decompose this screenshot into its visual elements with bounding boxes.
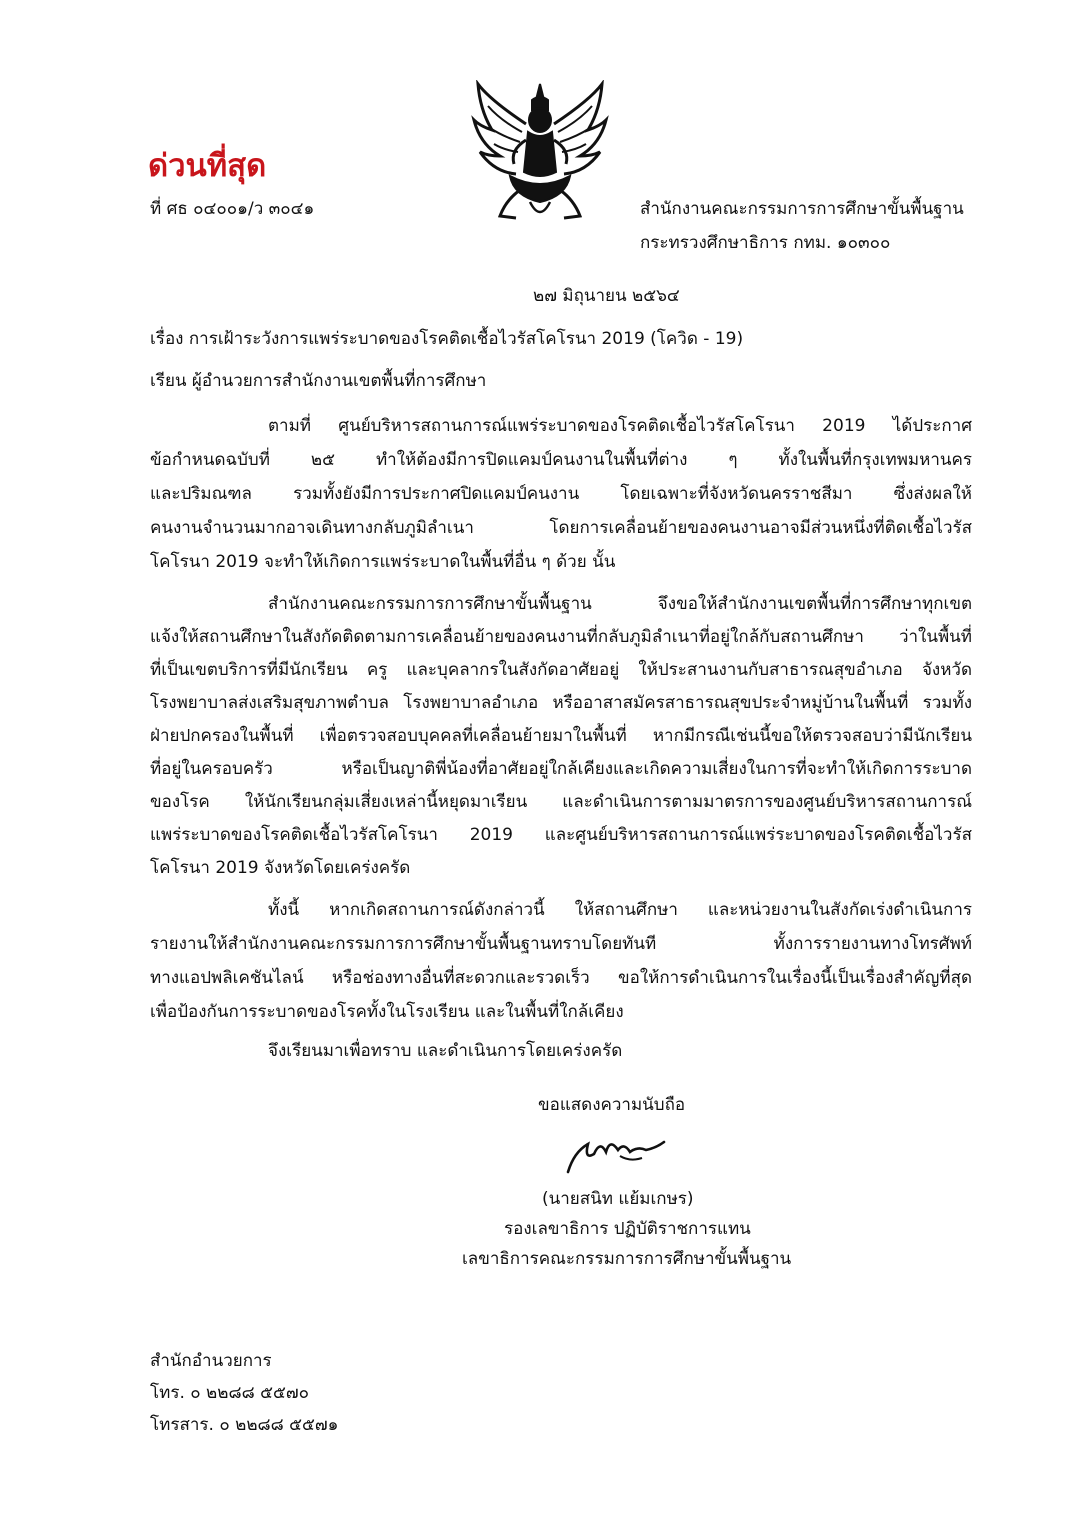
issuing-office: สำนักงานคณะกรรมการการศึกษาขั้นพื้นฐาน (640, 199, 964, 219)
paragraph-line: โคโรนา 2019 จังหวัดโดยเคร่งครัด (150, 858, 411, 878)
paragraph-line: โคโรนา 2019 จะทำให้เกิดการแพร่ระบาดในพื้นที่อื่น ๆ ด้วย นั้น (150, 552, 616, 572)
paragraph-line: คนงานจำนวนมากอาจเดินทางกลับภูมิลำเนา โดยการเคลื่อนย้ายของคนงานอาจมีส่วนหนึ่งที่ติดเชื้อไวรัส (150, 518, 972, 538)
paragraph-line: ของโรค ให้นักเรียนกลุ่มเสี่ยงเหล่านี้หยุดมาเรียน และดำเนินการตามมาตรการของศูนย์บริหารสถานการณ์ (150, 792, 972, 812)
letter-date: ๒๗ มิถุนายน ๒๕๖๔ (533, 286, 680, 306)
paragraph-line: และปริมณฑล รวมทั้งยังมีการประกาศปิดแคมป์คนงาน โดยเฉพาะที่จังหวัดนครราชสีมา ซึ่งส่งผลให้ (150, 484, 972, 504)
letter-subject: เรื่อง การเฝ้าระวังการแพร่ระบาดของโรคติดเชื้อไวรัสโคโรนา 2019 (โควิด - 19) (150, 329, 744, 349)
issuing-office-address: กระทรวงศึกษาธิการ กทม. ๑๐๓๐๐ (640, 233, 891, 253)
paragraph-line: ที่อยู่ในครอบครัว หรือเป็นญาติพี่น้องที่อาศัยอยู่ใกล้เคียงและเกิดความเสี่ยงในการที่จะทำให้เกิดการระบาด (150, 759, 972, 779)
handwritten-signature-icon (560, 1130, 670, 1180)
salutation: ขอแสดงความนับถือ (538, 1095, 686, 1115)
paragraph-line: สำนักงานคณะกรรมการการศึกษาขั้นพื้นฐาน จึงขอให้สำนักงานเขตพื้นที่การศึกษาทุกเขต (268, 594, 972, 614)
garuda-emblem-icon (470, 80, 610, 225)
letter-addressee: เรียน ผู้อำนวยการสำนักงานเขตพื้นที่การศึกษา (150, 371, 487, 391)
paragraph-line: ที่เป็นเขตบริการที่มีนักเรียน ครู และบุคลากรในสังกัดอาศัยอยู่ ให้ประสานงานกับสาธารณสุขอำเภอ จังหวัด (150, 660, 972, 680)
paragraph-line: เพื่อป้องกันการระบาดของโรคทั้งในโรงเรียน และในพื้นที่ใกล้เคียง (150, 1002, 624, 1022)
paragraph-line: ทั้งนี้ หากเกิดสถานการณ์ดังกล่าวนี้ ให้สถานศึกษา และหน่วยงานในสังกัดเร่งดำเนินการ (268, 900, 972, 920)
paragraph-line: ตามที่ ศูนย์บริหารสถานการณ์แพร่ระบาดของโรคติดเชื้อไวรัสโคโรนา 2019 ได้ประกาศ (268, 416, 972, 436)
paragraph-line: ฝ่ายปกครองในพื้นที่ เพื่อตรวจสอบบุคคลที่เคลื่อนย้ายมาในพื้นที่ หากมีกรณีเช่นนี้ขอให้ตรวจสอบว่ามีนักเรียน (150, 726, 972, 746)
paragraph-line: ข้อกำหนดฉบับที่ ๒๕ ทำให้ต้องมีการปิดแคมป์คนงานในพื้นที่ต่าง ๆ ทั้งในพื้นที่กรุงเทพมหานคร (150, 450, 972, 470)
signer-name: (นายสนิท แย้มเกษร) (542, 1189, 694, 1209)
footer-fax: โทรสาร. ๐ ๒๒๘๘ ๕๕๗๑ (150, 1415, 339, 1435)
paragraph-line: แพร่ระบาดของโรคติดเชื้อไวรัสโคโรนา 2019 และศูนย์บริหารสถานการณ์แพร่ระบาดของโรคติดเชื้อไวรัส (150, 825, 972, 845)
footer-office: สำนักอำนวยการ (150, 1351, 272, 1371)
urgency-label: ด่วนที่สุด (148, 148, 267, 184)
reference-number: ที่ ศธ ๐๔๐๐๑/ว ๓๐๔๑ (150, 199, 315, 219)
closing-sentence: จึงเรียนมาเพื่อทราบ และดำเนินการโดยเคร่งครัด (268, 1041, 623, 1061)
signer-position: รองเลขาธิการ ปฏิบัติราชการแทน (504, 1219, 751, 1239)
paragraph-line: ทางแอปพลิเคชันไลน์ หรือช่องทางอื่นที่สะดวกและรวดเร็ว ขอให้การดำเนินการในเรื่องนี้เป็นเรื่องสำคัญที่สุด (150, 968, 972, 988)
footer-telephone: โทร. ๐ ๒๒๘๘ ๕๕๗๐ (150, 1383, 309, 1403)
paragraph-line: แจ้งให้สถานศึกษาในสังกัดติดตามการเคลื่อนย้ายของคนงานที่กลับภูมิลำเนาที่อยู่ใกล้กับสถานศึกษา ว่าในพื้นที่ (150, 627, 972, 647)
paragraph-line: รายงานให้สำนักงานคณะกรรมการการศึกษาขั้นพื้นฐานทราบโดยทันที ทั้งการรายงานทางโทรศัพท์ (150, 934, 972, 954)
paragraph-line: โรงพยาบาลส่งเสริมสุขภาพตำบล โรงพยาบาลอำเภอ หรืออาสาสมัครสาธารณสุขประจำหมู่บ้านในพื้นที่ รวมทั้ง (150, 693, 972, 713)
signer-title: เลขาธิการคณะกรรมการการศึกษาขั้นพื้นฐาน (462, 1249, 792, 1269)
